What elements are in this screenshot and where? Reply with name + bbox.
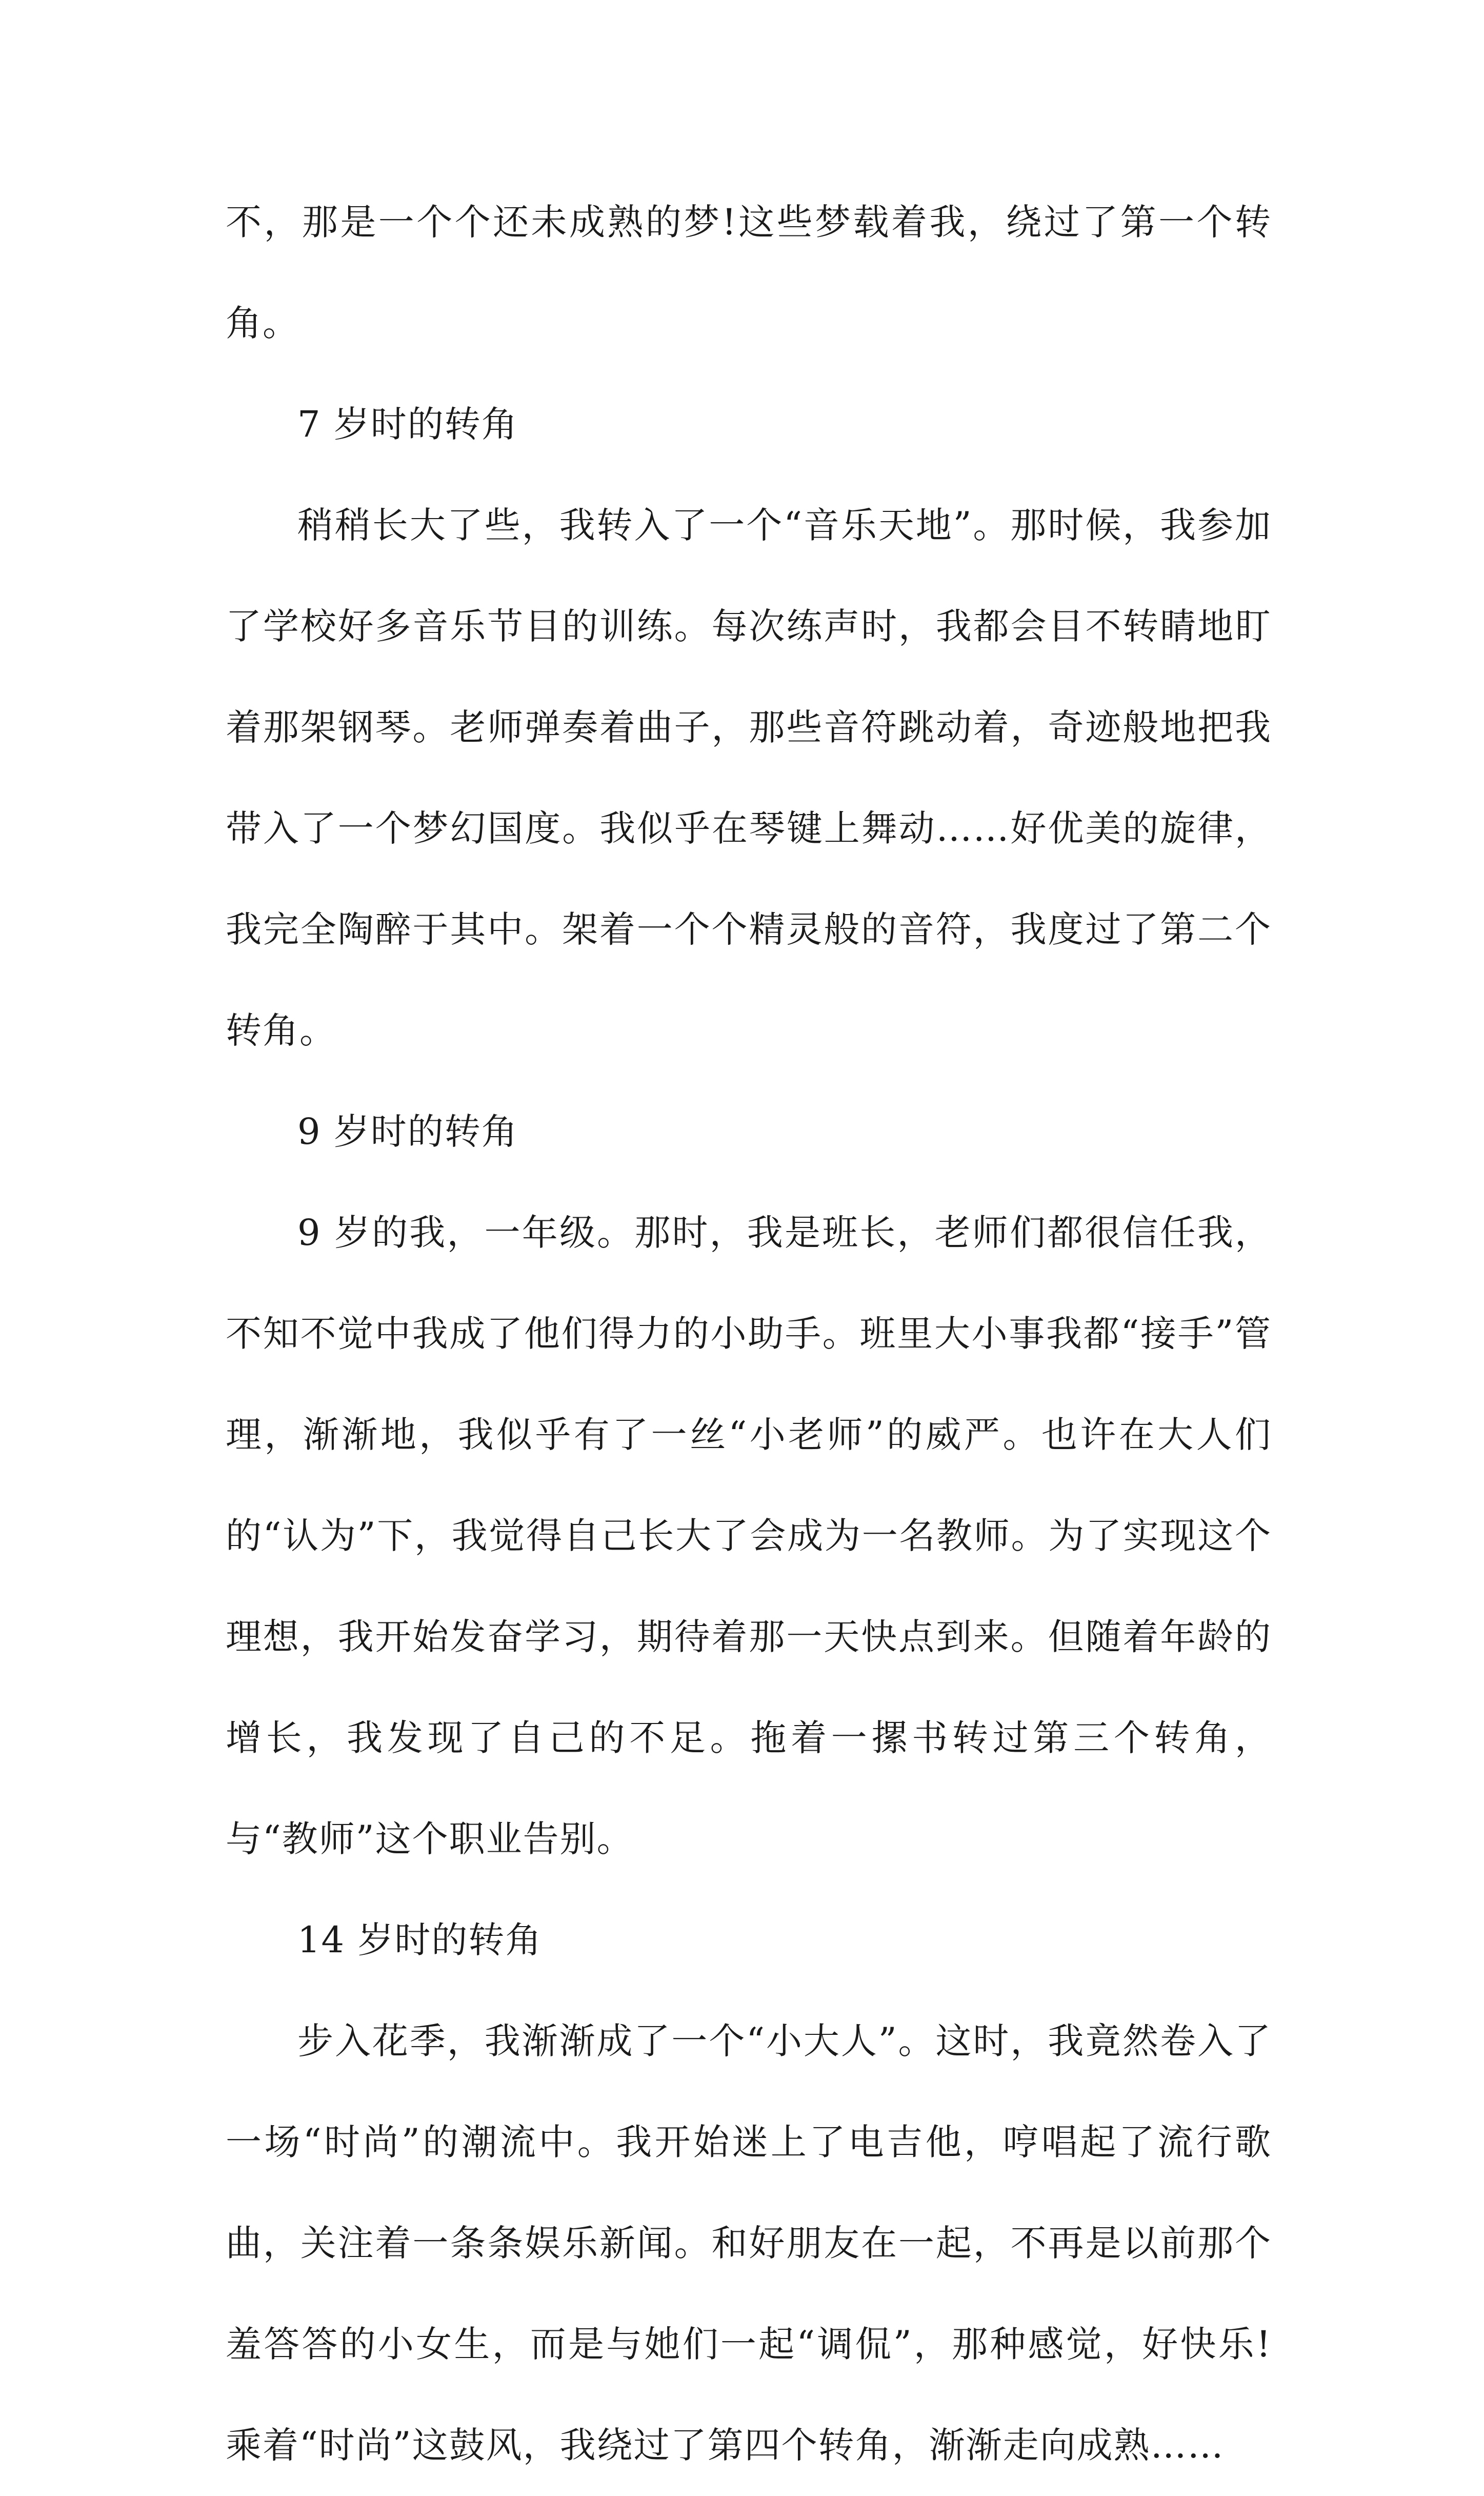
- section-heading-age-9: 9 岁时的转角: [297, 1111, 518, 1153]
- paragraph-fashion: 步入花季，我渐渐成了一个“小大人”。这时，我竟然卷入了一场“时尚”的潮流中。我开始迷上了电吉他，哼唱起了流行歌曲，关注着一条条娱乐新闻。和好朋友在一起，不再是以前那个羞答答的小女生，而是与她们一起“调侃”，那种感觉，好快乐!乘着“时尚”这鼓风，我绕过了第四个转角，渐渐走向成熟……: [226, 2020, 1272, 2466]
- section-heading-age-7: 7 岁时的转角: [297, 403, 518, 445]
- paragraph-continued: 不，那是一个个还未成熟的梦!这些梦载着我，绕过了第一个转角。: [226, 201, 1272, 344]
- body-text: [226, 172, 1272, 2496]
- paragraph-music: 稍稍长大了些，我转入了一个“音乐天地”。那时候，我参加了学校好多音乐节目的训练。每次练声时，我都会目不转睛地盯着那架钢琴。老师弹奏着曲子，那些音符跳动着，奇迹般地把我带入了一个梦幻国度。我似乎在琴键上舞动……好优美的旋律，我完全陶醉于其中。架着一个个精灵般的音符，我度过了第二个转角。: [226, 504, 1272, 1052]
- paragraph-teacher: 9 岁的我，一年级。那时，我是班长，老师们都很信任我，不知不觉中我成了他们得力的小助手。班里大小事我都“接手”管理，渐渐地，我似乎有了一丝“小老师”的威严。也许在大人们的“认为”下，我觉得自己长大了会成为一名教师。为了实现这个理想，我开始发奋学习，期待着那一天快点到来。但随着年龄的增长，我发现了自己的不足。拖着一摞书转过第三个转角，与“教师”这个职业告别。: [226, 1212, 1272, 1860]
- section-heading-age-14: 14 岁时的转角: [297, 1919, 543, 1961]
